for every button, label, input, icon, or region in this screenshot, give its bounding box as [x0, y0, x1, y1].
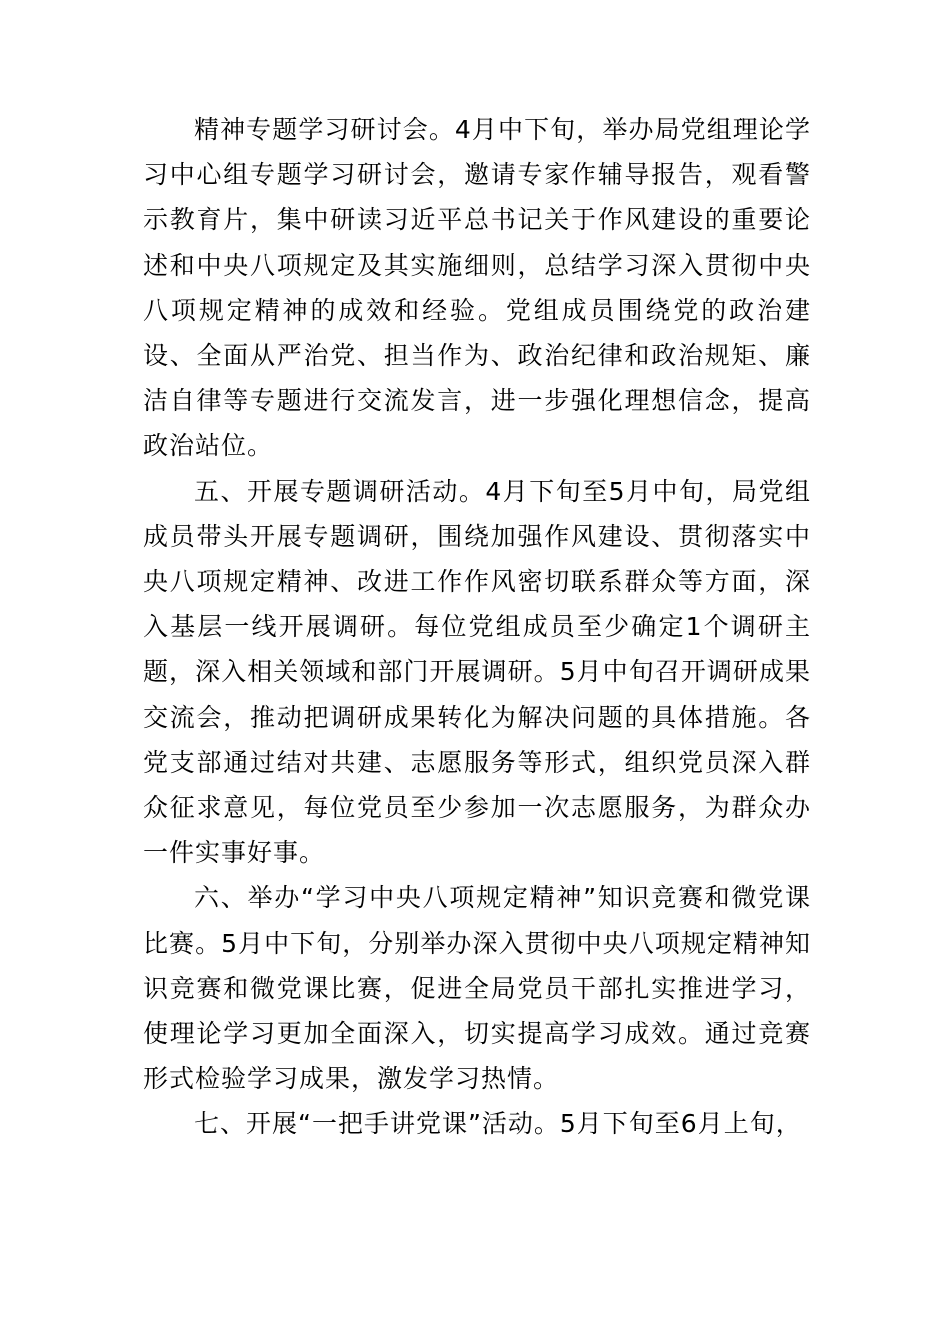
- paragraph-1: 精神专题学习研讨会。4月中下旬，举办局党组理论学习中心组专题学习研讨会，邀请专家作辅导报告，观看警示教育片，集中研读习近平总书记关于作风建设的重要论述和中央八项规定及其实施细则，总结学习深入贯彻中央八项规定精神的成效和经验。党组成员围绕党的政治建设、全面从严治党、担当作为、政治纪律和政治规矩、廉洁自律等专题进行交流发言，进一步强化理想信念，提高政治站位。: [143, 115, 811, 461]
- paragraph-4: 七、开展“一把手讲党课”活动。5月下旬至6月上旬，: [194, 1109, 802, 1139]
- paragraph-3: 六、举办“学习中央八项规定精神”知识竞赛和微党课比赛。5月中下旬，分别举办深入贯彻中央八项规定精神知识竞赛和微党课比赛，促进全局党员干部扎实推进学习，使理论学习更加全面深入，切实提高学习成效。通过竞赛形式检验学习成果，激发学习热情。: [143, 883, 811, 1094]
- paragraph-2: 五、开展专题调研活动。4月下旬至5月中旬，局党组成员带头开展专题调研，围绕加强作风建设、贯彻落实中央八项规定精神、改进工作作风密切联系群众等方面，深入基层一线开展调研。每位党组成员至少确定1个调研主题，深入相关领域和部门开展调研。5月中旬召开调研成果交流会，推动把调研成果转化为解决问题的具体措施。各党支部通过结对共建、志愿服务等形式，组织党员深入群众征求意见，每位党员至少参加一次志愿服务，为群众办一件实事好事。: [143, 476, 811, 868]
- document-page: [143, 107, 811, 1147]
